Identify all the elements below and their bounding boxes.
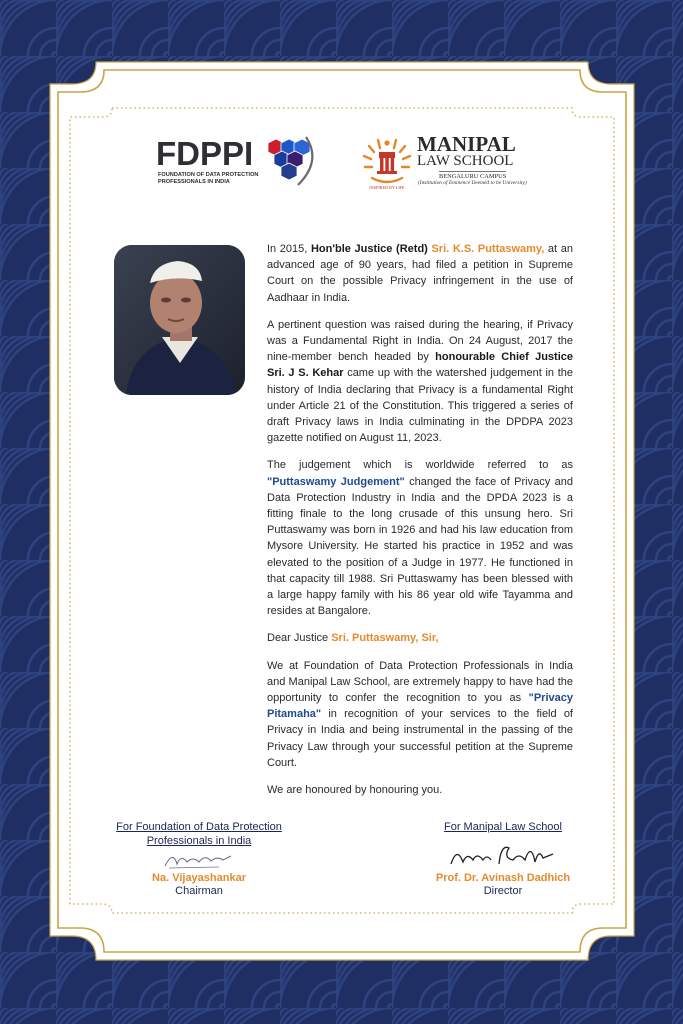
handwritten-signature [443, 834, 563, 872]
text: at an advanced age of 90 years, had filed a petition in Supreme Court on the possible Privacy infringement in the use of Aadhaar in India. [267, 243, 573, 304]
mls-campus: BENGALURU CAMPUS [439, 173, 507, 180]
highlight-name: Sri. K.S. Puttaswamy, [431, 243, 545, 255]
signatory-name: Na. Vijayashankar [152, 872, 246, 884]
bold-name: honourable Chief Justice Sri. J S. Kehar [267, 351, 573, 380]
manipal-emblem-icon [360, 134, 414, 190]
text: In 2015, [267, 243, 311, 255]
signature-block-mls [427, 820, 579, 898]
signature-heading: For Manipal Law School [443, 821, 562, 833]
handwritten-signature [159, 848, 239, 872]
text: in recognition of your services to the field of Privacy in India and being instrumental in the passing of the Privacy Law through your successful petition at the Supreme Court. [267, 708, 573, 769]
signature-heading: For Foundation of Data Protection [116, 821, 282, 833]
text: We are honoured by honouring you. [267, 784, 443, 797]
highlight-name: Sri. Puttaswamy, Sir, [331, 632, 439, 645]
paragraph-closing [267, 782, 573, 798]
fdppi-wordmark: FDPPI [156, 135, 254, 172]
signature-heading: Professionals in India [146, 835, 252, 847]
mls-school: LAW SCHOOL [417, 153, 514, 169]
text: We at Foundation of Data Protection Professionals in India and Manipal Law School, are extremely happy to have had the opportunity to confer the recognition to you as [267, 659, 573, 705]
paragraph-petition [267, 241, 573, 306]
portrait-illustration [114, 245, 245, 395]
mls-name: MANIPAL [417, 132, 516, 156]
text: Dear Justice [267, 632, 332, 645]
signatory-role: Chairman [175, 885, 223, 897]
mls-tagline: (Institution of Eminence Deemed to be University) [418, 180, 527, 186]
highlight-quote: "Puttaswamy Judgement" [267, 475, 405, 488]
signatory-role: Director [483, 885, 523, 897]
signature-block-fdppi [106, 820, 292, 898]
signatory-name: Prof. Dr. Avinash Dadhich [435, 872, 571, 884]
text: A pertinent question was raised during the hearing, if Privacy was a Fundamental Right in India. On 24 August, 2017 the nine-member bench headed by [267, 318, 573, 364]
citation-body [267, 241, 573, 809]
bold-title: Hon'ble Justice (Retd) [310, 243, 432, 255]
manipal-law-school-logo [360, 132, 530, 192]
portrait-photo [114, 245, 245, 395]
paragraph-recognition [267, 658, 573, 771]
fdppi-logo [156, 133, 316, 191]
text: changed the face of Privacy and Data Protection Industry in India and the DPDA 2023 is a fitting finale to the long crusade of this unsung hero. Sri Puttaswamy was born in 1926 and had his law education from Mysore University. He started his practice in 1952 and was elevated to the position of a Judge in 1977. He functioned in that capacity till 1988. Sri Puttaswamy has been blessed with a large happy family with his 86 year old wife Tayamma and resides at Bangalore. [267, 475, 573, 618]
paragraph-salutation [267, 630, 573, 646]
highlight-quote: "Privacy Pitamaha" [267, 692, 573, 721]
text: The judgement which is worldwide referred to as [267, 459, 573, 472]
emblem-motto: INSPIRED BY LIFE [369, 185, 405, 190]
text: came up with the watershed judgement in the history of India declaring that Privacy is a fundamental Right under Article 21 of the Constitution. This triggered a series of draft Privacy laws in India culminating in the DPDPA 2023 gazette notified on August 11, 2023. [267, 367, 573, 445]
paragraph-judgement [267, 317, 573, 447]
paragraph-biography [267, 457, 573, 619]
fdppi-hexagon-icon [262, 133, 318, 189]
fdppi-subtitle: FOUNDATION OF DATA PROTECTION PROFESSIONALS IN INDIA [158, 172, 259, 185]
